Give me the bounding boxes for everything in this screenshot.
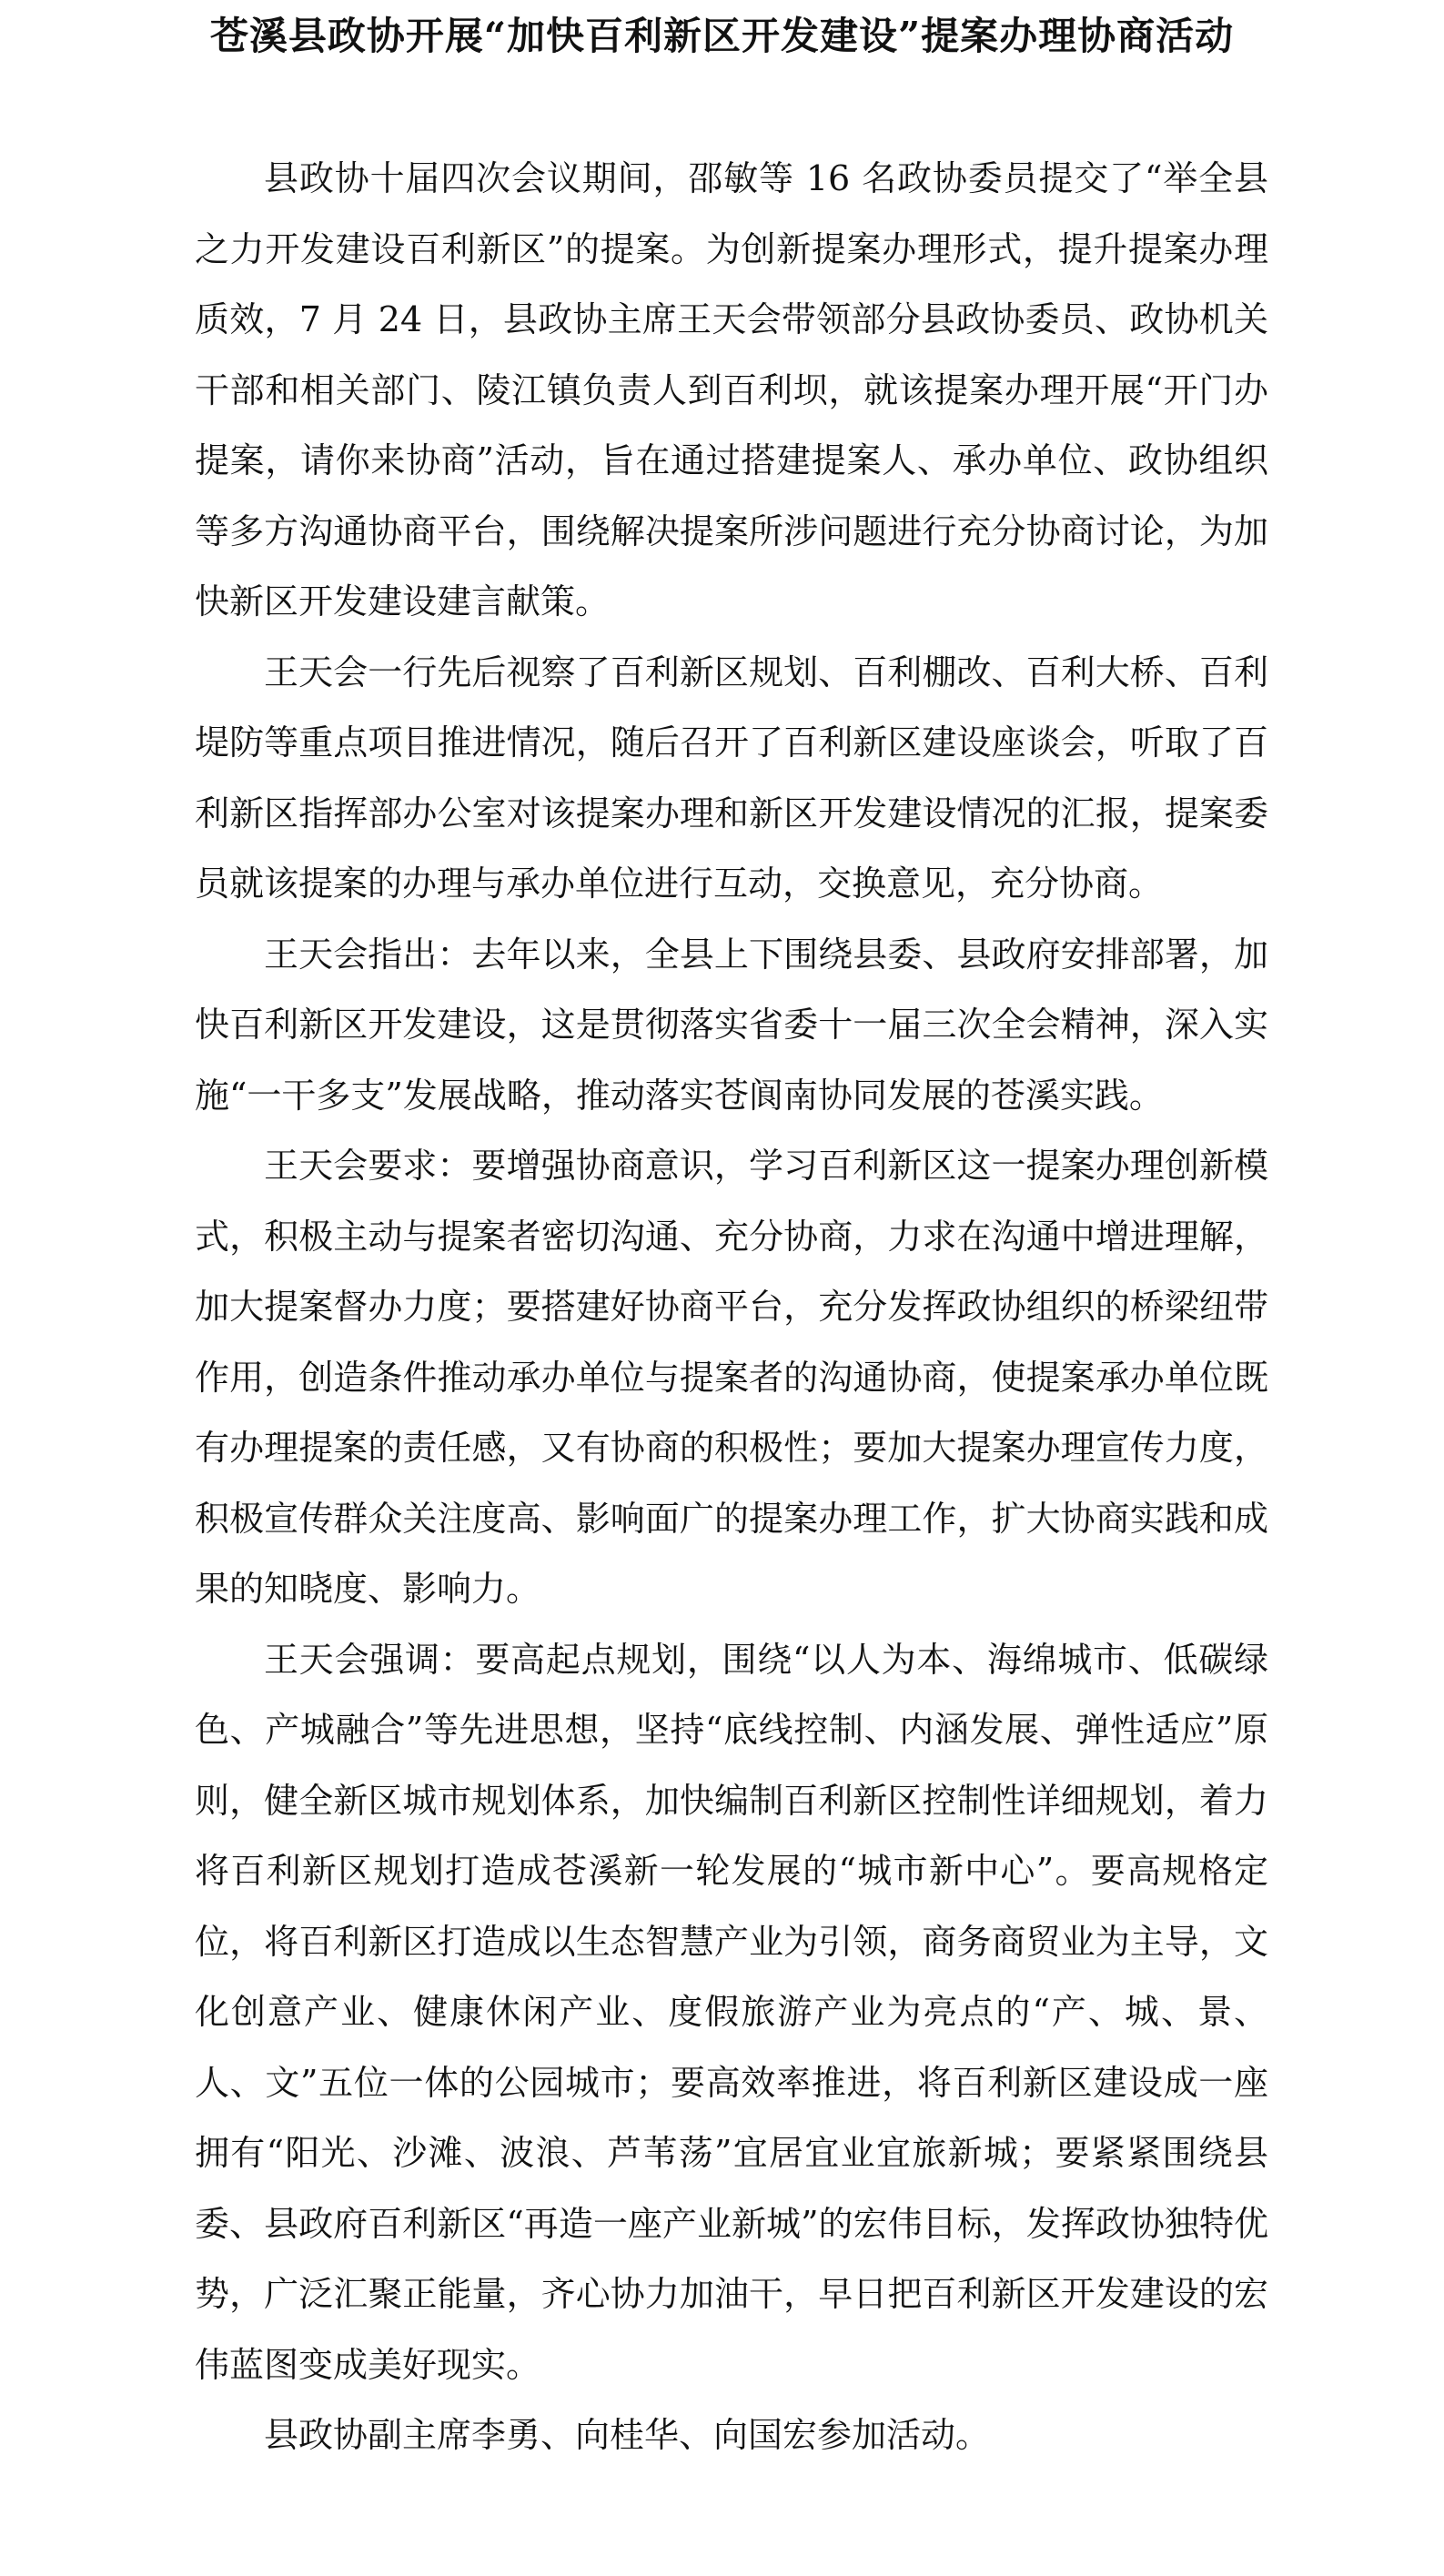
- paragraph-emphasis: 王天会强调：要高起点规划，围绕“以人为本、海绵城市、低碳绿色、产城融合”等先进思想，坚持“底线控制、内涵发展、弹性适应”原则，健全新区城市规划体系，加快编制百利新区控制性详细规划，着力将百利新区规划打造成苍溪新一轮发展的“城市新中心”。要高规格定位，将百利新区打造成以生态智慧产业为引领，商务商贸业为主导，文化创意产业、健康休闲产业、度假旅游产业为亮点的“产、城、景、人、文”五位一体的公园城市；要高效率推进，将百利新区建设成一座拥有“阳光、沙滩、波浪、芦苇荡”宜居宜业宜旅新城；要紧紧围绕县委、县政府百利新区“再造一座产业新城”的宏伟目标，发挥政协独特优势，广泛汇聚正能量，齐心协力加油干，早日把百利新区开发建设的宏伟蓝图变成美好现实。: [195, 1639, 1268, 2385]
- paragraph-inspection: 王天会一行先后视察了百利新区规划、百利棚改、百利大桥、百利堤防等重点项目推进情况，随后召开了百利新区建设座谈会，听取了百利新区指挥部办公室对该提案办理和新区开发建设情况的汇报，提案委员就该提案的办理与承办单位进行互动，交换意见，充分协商。: [195, 652, 1268, 904]
- paragraph-remarks: 王天会指出：去年以来，全县上下围绕县委、县政府安排部署，加快百利新区开发建设，这是贯彻落实省委十一届三次全会精神，深入实施“一干多支”发展战略，推动落实苍阆南协同发展的苍溪实践。: [195, 934, 1268, 1116]
- paragraph-attendees: 县政协副主席李勇、向桂华、向国宏参加活动。: [264, 2415, 991, 2455]
- document-body: [195, 144, 1268, 2471]
- document-title: 苍溪县政协开展“加快百利新区开发建设”提案办理协商活动: [209, 14, 1235, 58]
- paragraph-intro: 县政协十届四次会议期间，邵敏等 16 名政协委员提交了“举全县之力开发建设百利新区”的提案。为创新提案办理形式，提升提案办理质效，7 月 24 日，县政协主席王天会带领部分县政协委员、政协机关干部和相关部门、陵江镇负责人到百利坝，就该提案办理开展“开门办提案，请你来协商”活动，旨在通过搭建提案人、承办单位、政协组织等多方沟通协商平台，围绕解决提案所涉问题进行充分协商讨论，为加快新区开发建设建言献策。: [195, 158, 1268, 621]
- paragraph-requirements: 王天会要求：要增强协商意识，学习百利新区这一提案办理创新模式，积极主动与提案者密切沟通、充分协商，力求在沟通中增进理解，加大提案督办力度；要搭建好协商平台，充分发挥政协组织的桥梁纽带作用，创造条件推动承办单位与提案者的沟通协商，使提案承办单位既有办理提案的责任感，又有协商的积极性；要加大提案办理宣传力度，积极宣传群众关注度高、影响面广的提案办理工作，扩大协商实践和成果的知晓度、影响力。: [195, 1146, 1268, 1609]
